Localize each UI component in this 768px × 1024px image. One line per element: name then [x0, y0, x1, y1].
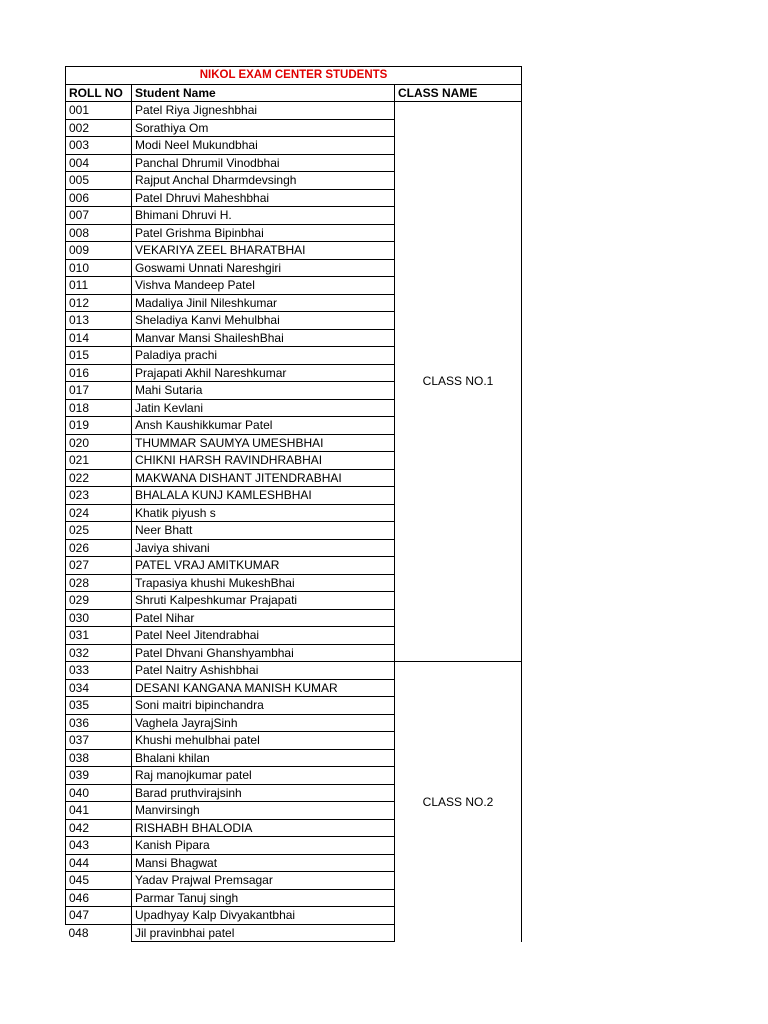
student-name-cell: Vaghela JayrajSinh — [132, 714, 395, 732]
header-roll-no: ROLL NO — [66, 84, 132, 102]
student-name-cell: Goswami Unnati Nareshgiri — [132, 259, 395, 277]
student-name-cell: Patel Neel Jitendrabhai — [132, 627, 395, 645]
student-name-cell: MAKWANA DISHANT JITENDRABHAI — [132, 469, 395, 487]
student-name-cell: Mansi Bhagwat — [132, 854, 395, 872]
student-name-cell: Vishva Mandeep Patel — [132, 277, 395, 295]
student-name-cell: BHALALA KUNJ KAMLESHBHAI — [132, 487, 395, 505]
roll-no-cell: 022 — [66, 469, 132, 487]
roll-no-cell: 038 — [66, 749, 132, 767]
header-class-name: CLASS NAME — [395, 84, 522, 102]
student-name-cell: Javiya shivani — [132, 539, 395, 557]
roll-no-cell: 017 — [66, 382, 132, 400]
roll-no-cell: 024 — [66, 504, 132, 522]
roll-no-cell: 001 — [66, 102, 132, 120]
student-name-cell: THUMMAR SAUMYA UMESHBHAI — [132, 434, 395, 452]
student-name-cell: Patel Naitry Ashishbhai — [132, 662, 395, 680]
student-name-cell: Kanish Pipara — [132, 837, 395, 855]
roll-no-cell: 039 — [66, 767, 132, 785]
roll-no-cell: 020 — [66, 434, 132, 452]
student-name-cell: Prajapati Akhil Nareshkumar — [132, 364, 395, 382]
roll-no-cell: 044 — [66, 854, 132, 872]
student-name-cell: Patel Nihar — [132, 609, 395, 627]
roll-no-cell: 026 — [66, 539, 132, 557]
roll-no-cell: 028 — [66, 574, 132, 592]
roll-no-cell: 029 — [66, 592, 132, 610]
student-name-cell: Jil pravinbhai patel — [132, 924, 395, 942]
student-name-cell: VEKARIYA ZEEL BHARATBHAI — [132, 242, 395, 260]
student-name-cell: Bhalani khilan — [132, 749, 395, 767]
table-row — [66, 662, 522, 680]
roll-no-cell: 006 — [66, 189, 132, 207]
student-name-cell: Mahi Sutaria — [132, 382, 395, 400]
roll-no-cell: 008 — [66, 224, 132, 242]
student-name-cell: RISHABH BHALODIA — [132, 819, 395, 837]
roll-no-cell: 002 — [66, 119, 132, 137]
student-name-cell: Khatik piyush s — [132, 504, 395, 522]
roll-no-cell: 012 — [66, 294, 132, 312]
roll-no-cell: 031 — [66, 627, 132, 645]
roll-no-cell: 021 — [66, 452, 132, 470]
roll-no-cell: 046 — [66, 889, 132, 907]
student-sheet — [65, 66, 521, 942]
class-name-cell: CLASS NO.2 — [395, 662, 522, 942]
header-student-name: Student Name — [132, 84, 395, 102]
student-name-cell: Yadav Prajwal Premsagar — [132, 872, 395, 890]
roll-no-cell: 041 — [66, 802, 132, 820]
student-name-cell: Modi Neel Mukundbhai — [132, 137, 395, 155]
student-name-cell: Madaliya Jinil Nileshkumar — [132, 294, 395, 312]
roll-no-cell: 016 — [66, 364, 132, 382]
student-name-cell: Raj manojkumar patel — [132, 767, 395, 785]
student-name-cell: Parmar Tanuj singh — [132, 889, 395, 907]
roll-no-cell: 003 — [66, 137, 132, 155]
student-name-cell: Paladiya prachi — [132, 347, 395, 365]
roll-no-cell: 036 — [66, 714, 132, 732]
header-row — [66, 84, 522, 102]
student-name-cell: Patel Dhvani Ghanshyambhai — [132, 644, 395, 662]
roll-no-cell: 042 — [66, 819, 132, 837]
title-row — [66, 67, 522, 85]
student-name-cell: Sheladiya Kanvi Mehulbhai — [132, 312, 395, 330]
student-name-cell: Patel Grishma Bipinbhai — [132, 224, 395, 242]
roll-no-cell: 014 — [66, 329, 132, 347]
roll-no-cell: 047 — [66, 907, 132, 925]
roll-no-cell: 040 — [66, 784, 132, 802]
roll-no-cell: 035 — [66, 697, 132, 715]
student-name-cell: Trapasiya khushi MukeshBhai — [132, 574, 395, 592]
roll-no-cell: 019 — [66, 417, 132, 435]
student-name-cell: Neer Bhatt — [132, 522, 395, 540]
roll-no-cell: 033 — [66, 662, 132, 680]
student-name-cell: DESANI KANGANA MANISH KUMAR — [132, 679, 395, 697]
student-name-cell: Sorathiya Om — [132, 119, 395, 137]
student-table — [65, 66, 522, 942]
roll-no-cell: 032 — [66, 644, 132, 662]
roll-no-cell: 030 — [66, 609, 132, 627]
student-name-cell: Soni maitri bipinchandra — [132, 697, 395, 715]
roll-no-cell: 023 — [66, 487, 132, 505]
roll-no-cell: 015 — [66, 347, 132, 365]
sheet-title: NIKOL EXAM CENTER STUDENTS — [66, 67, 522, 85]
student-name-cell: Bhimani Dhruvi H. — [132, 207, 395, 225]
roll-no-cell: 009 — [66, 242, 132, 260]
roll-no-cell: 027 — [66, 557, 132, 575]
student-name-cell: PATEL VRAJ AMITKUMAR — [132, 557, 395, 575]
class-name-cell: CLASS NO.1 — [395, 102, 522, 662]
student-name-cell: CHIKNI HARSH RAVINDHRABHAI — [132, 452, 395, 470]
student-name-cell: Upadhyay Kalp Divyakantbhai — [132, 907, 395, 925]
roll-no-cell: 004 — [66, 154, 132, 172]
student-name-cell: Khushi mehulbhai patel — [132, 732, 395, 750]
student-name-cell: Patel Riya Jigneshbhai — [132, 102, 395, 120]
roll-no-cell: 037 — [66, 732, 132, 750]
roll-no-cell: 010 — [66, 259, 132, 277]
roll-no-cell: 034 — [66, 679, 132, 697]
student-name-cell: Rajput Anchal Dharmdevsingh — [132, 172, 395, 190]
roll-no-cell: 005 — [66, 172, 132, 190]
roll-no-cell: 007 — [66, 207, 132, 225]
roll-no-cell: 043 — [66, 837, 132, 855]
student-name-cell: Panchal Dhrumil Vinodbhai — [132, 154, 395, 172]
roll-no-cell: 018 — [66, 399, 132, 417]
table-row — [66, 102, 522, 120]
student-name-cell: Shruti Kalpeshkumar Prajapati — [132, 592, 395, 610]
roll-no-cell: 011 — [66, 277, 132, 295]
roll-no-cell: 025 — [66, 522, 132, 540]
student-name-cell: Manvirsingh — [132, 802, 395, 820]
student-name-cell: Jatin Kevlani — [132, 399, 395, 417]
roll-no-cell: 048 — [66, 924, 132, 942]
student-name-cell: Manvar Mansi ShaileshBhai — [132, 329, 395, 347]
student-name-cell: Patel Dhruvi Maheshbhai — [132, 189, 395, 207]
roll-no-cell: 045 — [66, 872, 132, 890]
student-name-cell: Barad pruthvirajsinh — [132, 784, 395, 802]
student-name-cell: Ansh Kaushikkumar Patel — [132, 417, 395, 435]
roll-no-cell: 013 — [66, 312, 132, 330]
